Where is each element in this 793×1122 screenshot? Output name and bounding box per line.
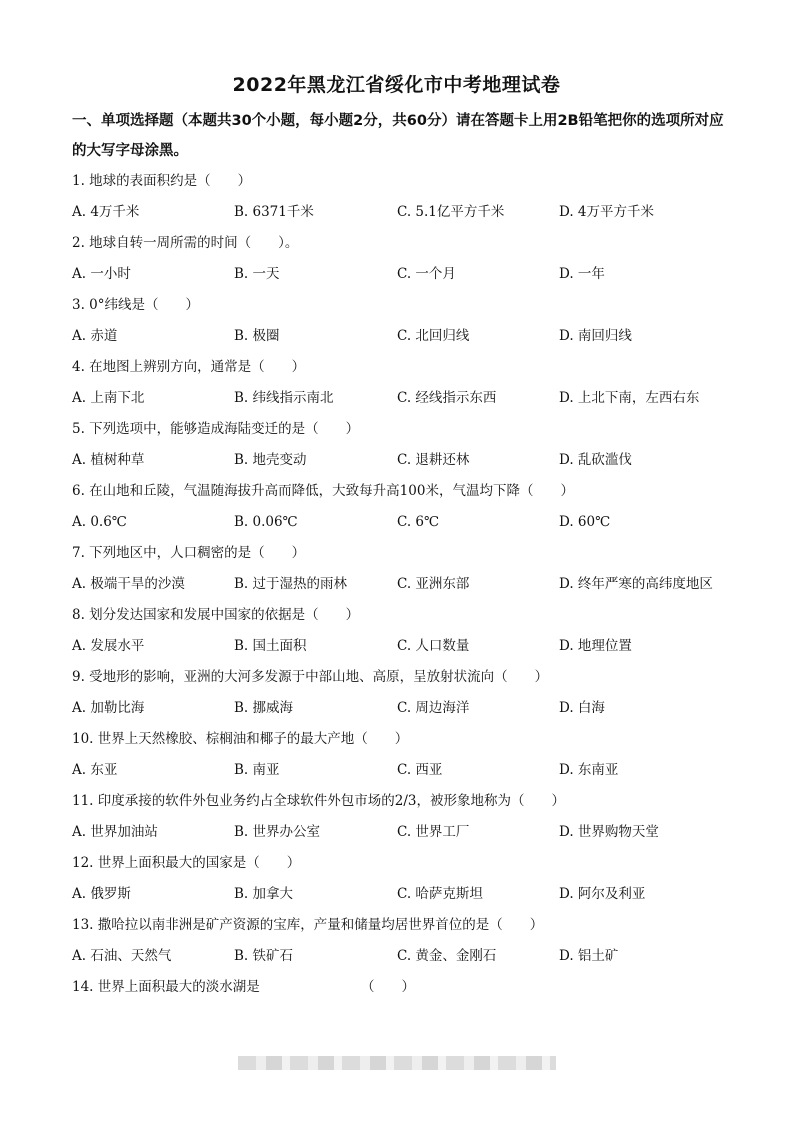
question-stem: 5. 下列选项中，能够造成海陆变迁的是（ ） bbox=[72, 421, 360, 437]
question-stem: 10. 世界上天然橡胶、棕榈油和椰子的最大产地（ ） bbox=[72, 731, 409, 747]
question-stem: 2. 地球自转一周所需的时间（ ）。 bbox=[72, 235, 299, 251]
option-a: A. 上南下北 bbox=[72, 390, 145, 406]
option-b: B. 0.06℃ bbox=[234, 514, 298, 530]
option-row bbox=[72, 631, 732, 662]
option-b: B. 铁矿石 bbox=[234, 948, 294, 964]
question-stem: 9. 受地形的影响，亚洲的大河多发源于中部山地、高原，呈放射状流向（ ） bbox=[72, 669, 549, 685]
option-row bbox=[72, 755, 732, 786]
option-b: B. 南亚 bbox=[234, 762, 280, 778]
question-stem: 11. 印度承接的软件外包业务约占全球软件外包市场的2/3，被形象地称为（ ） bbox=[72, 793, 565, 809]
option-d: D. 铝土矿 bbox=[559, 948, 619, 964]
option-b: B. 极圈 bbox=[234, 328, 280, 344]
option-c: C. 哈萨克斯坦 bbox=[397, 886, 483, 902]
blurred-watermark bbox=[238, 1056, 556, 1070]
option-c: C. 世界工厂 bbox=[397, 824, 470, 840]
option-d: D. 乱砍滥伐 bbox=[559, 452, 632, 468]
option-d: D. 60℃ bbox=[559, 514, 611, 530]
option-c: C. 北回归线 bbox=[397, 328, 470, 344]
option-d: D. 4万平方千米 bbox=[559, 204, 655, 220]
option-c: C. 一个月 bbox=[397, 266, 456, 282]
option-row bbox=[72, 445, 732, 476]
option-c: C. 5.1亿平方千米 bbox=[397, 204, 505, 220]
option-c: C. 经线指示东西 bbox=[397, 390, 497, 406]
option-row bbox=[72, 693, 732, 724]
option-d: D. 地理位置 bbox=[559, 638, 632, 654]
question-stem: 6. 在山地和丘陵，气温随海拔升高而降低，大致每升高100米，气温均下降（ ） bbox=[72, 483, 574, 499]
option-a: A. 赤道 bbox=[72, 328, 118, 344]
option-row bbox=[72, 259, 732, 290]
option-b: B. 挪威海 bbox=[234, 700, 294, 716]
option-d: D. 南回归线 bbox=[559, 328, 632, 344]
option-row bbox=[72, 941, 732, 972]
option-a: A. 俄罗斯 bbox=[72, 886, 131, 902]
option-a: A. 东亚 bbox=[72, 762, 118, 778]
option-b: B. 世界办公室 bbox=[234, 824, 321, 840]
question-stem: 1. 地球的表面积约是（ ） bbox=[72, 173, 252, 189]
option-c: C. 黄金、金刚石 bbox=[397, 948, 497, 964]
question-stem: 8. 划分发达国家和发展中国家的依据是（ ） bbox=[72, 607, 360, 623]
question-list bbox=[72, 166, 732, 1003]
page-title: 2022年黑龙江省绥化市中考地理试卷 bbox=[232, 74, 561, 96]
option-c: C. 人口数量 bbox=[397, 638, 470, 654]
option-b: B. 一天 bbox=[234, 266, 280, 282]
option-row bbox=[72, 383, 732, 414]
option-d: D. 上北下南，左西右东 bbox=[559, 390, 700, 406]
option-a: A. 极端干旱的沙漠 bbox=[72, 576, 185, 592]
question-stem: 4. 在地图上辨别方向，通常是（ ） bbox=[72, 359, 306, 375]
option-b: B. 加拿大 bbox=[234, 886, 294, 902]
option-d: D. 东南亚 bbox=[559, 762, 619, 778]
option-b: B. 纬线指示南北 bbox=[234, 390, 334, 406]
option-b: B. 过于湿热的雨林 bbox=[234, 576, 348, 592]
option-a: A. 加勒比海 bbox=[72, 700, 145, 716]
option-d: D. 终年严寒的高纬度地区 bbox=[559, 576, 713, 592]
option-row bbox=[72, 879, 732, 910]
option-row bbox=[72, 321, 732, 352]
option-c: C. 退耕还林 bbox=[397, 452, 470, 468]
option-row bbox=[72, 817, 732, 848]
option-a: A. 4万千米 bbox=[72, 204, 140, 220]
option-b: B. 6371千米 bbox=[234, 204, 314, 220]
option-a: A. 一小时 bbox=[72, 266, 131, 282]
option-a: A. 石油、天然气 bbox=[72, 948, 172, 964]
option-a: A. 植树种草 bbox=[72, 452, 145, 468]
option-b: B. 地壳变动 bbox=[234, 452, 307, 468]
question-stem: 13. 撒哈拉以南非洲是矿产资源的宝库，产量和储量均居世界首位的是（ ） bbox=[72, 917, 544, 933]
question-stem: 3. 0°纬线是（ ） bbox=[72, 297, 200, 313]
option-d: D. 世界购物天堂 bbox=[559, 824, 659, 840]
option-c: C. 周边海洋 bbox=[397, 700, 470, 716]
option-d: D. 阿尔及利亚 bbox=[559, 886, 646, 902]
option-c: C. 亚洲东部 bbox=[397, 576, 470, 592]
option-a: A. 0.6℃ bbox=[72, 514, 127, 530]
option-row bbox=[72, 569, 732, 600]
option-c: C. 6℃ bbox=[397, 514, 440, 530]
option-a: A. 世界加油站 bbox=[72, 824, 158, 840]
question-stem: 14. 世界上面积最大的淡水湖是 （ ） bbox=[72, 979, 416, 995]
section-heading: 一、单项选择题（本题共30个小题，每小题2分，共60分）请在答题卡上用2B铅笔把你的选项所对应的大写字母涂黑。 bbox=[72, 113, 724, 159]
option-c: C. 西亚 bbox=[397, 762, 443, 778]
question-stem: 12. 世界上面积最大的国家是（ ） bbox=[72, 855, 301, 871]
option-row bbox=[72, 507, 732, 538]
option-a: A. 发展水平 bbox=[72, 638, 145, 654]
option-d: D. 一年 bbox=[559, 266, 605, 282]
option-b: B. 国土面积 bbox=[234, 638, 307, 654]
option-d: D. 白海 bbox=[559, 700, 605, 716]
question-stem: 7. 下列地区中，人口稠密的是（ ） bbox=[72, 545, 306, 561]
option-row bbox=[72, 197, 732, 228]
